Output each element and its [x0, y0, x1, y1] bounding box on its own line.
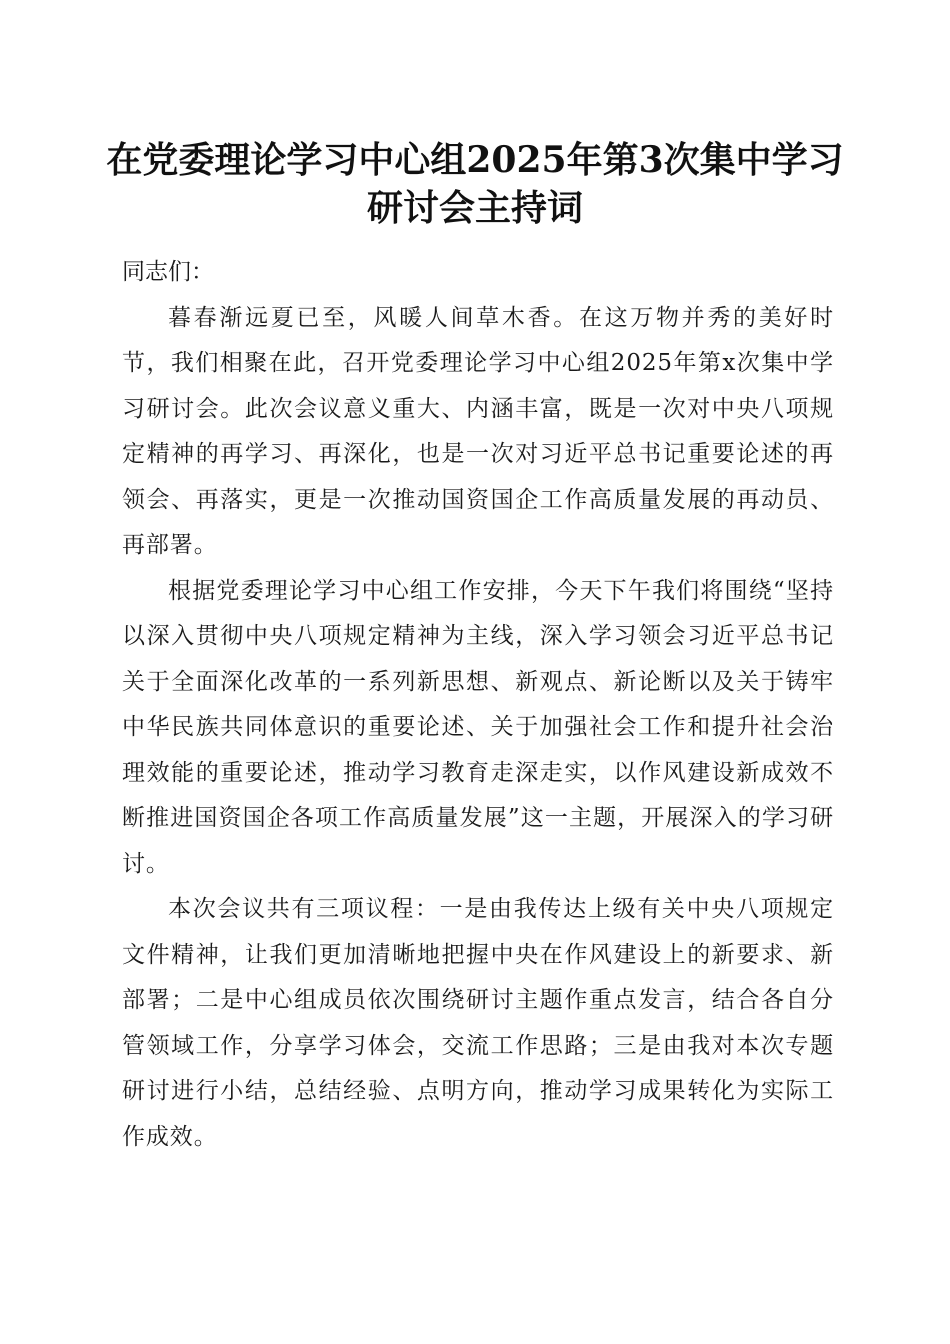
paragraph-opening: 暮春渐远夏已至，风暖人间草木香。在这万物并秀的美好时节，我们相聚在此，召开党委理论学习中心组2025年第x次集中学习研讨会。此次会议意义重大、内涵丰富，既是一次对中央八项规定精神的再学习、再深化，也是一次对习近平总书记重要论述的再领会、再落实，更是一次推动国资国企工作高质量发展的再动员、再部署。: [122, 304, 834, 558]
paragraph-theme: 根据党委理论学习中心组工作安排，今天下午我们将围绕“坚持以深入贯彻中央八项规定精神为主线，深入学习领会习近平总书记关于全面深化改革的一系列新思想、新观点、新论断以及关于铸牢中华民族共同体意识的重要论述、关于加强社会工作和提升社会治理效能的重要论述，推动学习教育走深走实，以作风建设新成效不断推进国资国企各项工作高质量发展”这一主题，开展深入的学习研讨。: [122, 577, 834, 877]
document-body: [122, 250, 834, 1160]
document-title: 在党委理论学习中心组2025年第3次集中学习研讨会主持词: [106, 139, 844, 229]
paragraph-agenda: 本次会议共有三项议程：一是由我传达上级有关中央八项规定文件精神，让我们更加清晰地把握中央在作风建设上的新要求、新部署；二是中心组成员依次围绕研讨主题作重点发言，结合各自分管领域工作，分享学习体会，交流工作思路；三是由我对本次专题研讨进行小结，总结经验、点明方向，推动学习成果转化为实际工作成效。: [122, 896, 834, 1150]
salutation: 同志们：: [122, 259, 214, 285]
